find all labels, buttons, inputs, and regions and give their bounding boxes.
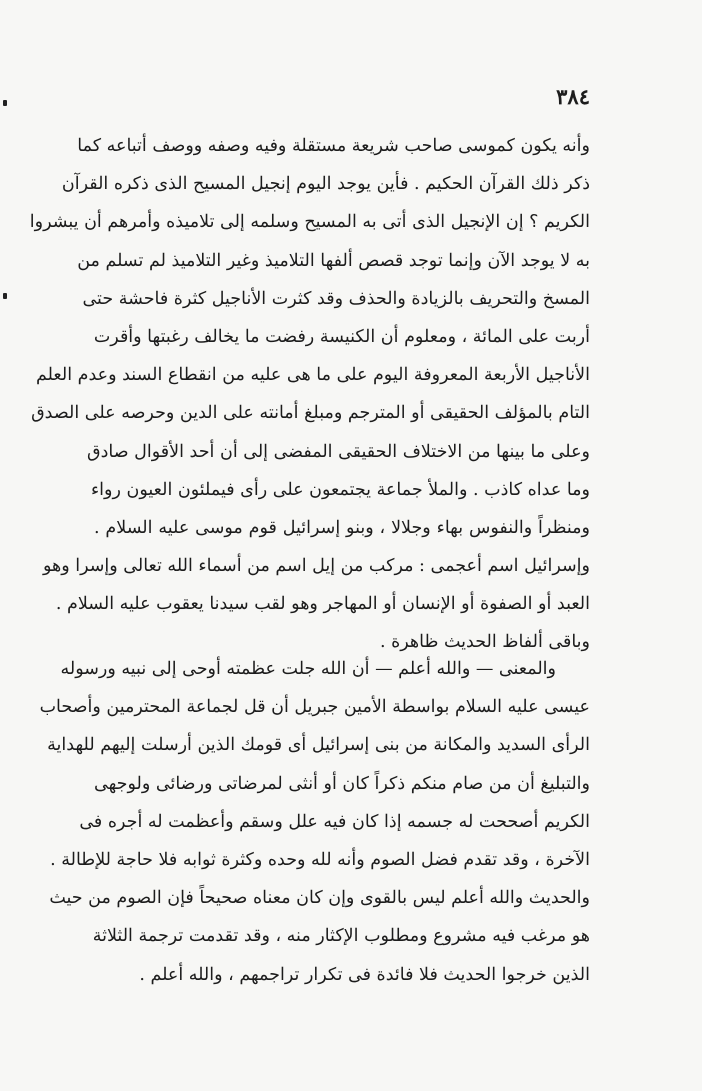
- text-line: والتبليغ أن من صام منكم ذكراً كان أو أنثى لمرضاتى ورضائى ولوجهى: [94, 773, 590, 794]
- margin-mark: [3, 100, 7, 106]
- text-line: عيسى عليه السلام بواسطة الأمين جبريل أن قل لجماعة المحترمين وأصحاب: [39, 697, 590, 718]
- margin-mark: [3, 293, 7, 299]
- paragraph-meaning: [39, 650, 590, 994]
- text-line: الذين خرجوا الحديث فلا فائدة فى تكرار تراجمهم ، والله أعلم .: [139, 964, 590, 985]
- page-number: ٣٨٤: [556, 84, 590, 109]
- text-line: الآخرة ، وقد تقدم فضل الصوم وأنه لله وحده وكثرة ثوابه فلا حاجة للإطالة .: [50, 849, 590, 870]
- text-line: وعلى ما بينها من الاختلاف الحقيقى المفضى إلى أن أحد الأقوال صادق: [87, 441, 590, 462]
- text-line: وباقى ألفاظ الحديث ظاهرة .: [379, 632, 590, 653]
- text-line: الرأى السديد والمكانة من بنى إسرائيل أى قومك الذين أرسلت إليهم للهداية: [47, 735, 590, 756]
- text-line: العبد أو الصفوة أو الإنسان أو المهاجر وهو لقب سيدنا يعقوب عليه السلام .: [55, 594, 590, 615]
- text-line: الكريم أصححت له جسمه إذا كان فيه علل وسقم وأعظمت له أجره فى: [79, 811, 590, 832]
- text-line: وما عداه كاذب . والملأ جماعة يجتمعون على رأى فيملئون العيون رواء: [90, 479, 590, 500]
- text-line: والمعنى — والله أعلم — أن الله جلت عظمته أوحى إلى نبيه ورسوله: [60, 659, 556, 679]
- text-line: التام بالمؤلف الحقيقى أو المترجم ومبلغ أمانته على الدين وحرصه على الصدق: [31, 403, 590, 424]
- text-line: والحديث والله أعلم ليس بالقوى وإن كان معناه صحيحاً فإن الصوم من حيث: [49, 888, 590, 909]
- text-line: وأنه يكون كموسى صاحب شريعة مستقلة وفيه وصفه ووصف أتباعه كما: [77, 136, 590, 156]
- text-line: هو مرغب فيه مشروع ومطلوب الإكثار منه ، وقد تقدمت ترجمة الثلاثة: [92, 926, 590, 947]
- text-line: الأناجيل الأربعة المعروفة اليوم على ما هى عليه من انقطاع السند وعدم العلم: [35, 365, 590, 386]
- text-line: الكريم ؟ إن الإنجيل الذى أتى به المسيح وسلمه إلى تلاميذه وأمرهم أن يبشروا: [29, 212, 590, 233]
- text-line: المسخ والتحريف بالزيادة والحذف وقد كثرت الأناجيل كثرة فاحشة حتى: [82, 288, 590, 309]
- text-line: به لا يوجد الآن وإنما توجد قصص ألفها التلاميذ وغير التلاميذ لم تسلم من: [77, 250, 590, 271]
- text-line: ذكر ذلك القرآن الحكيم . فأين يوجد اليوم إنجيل المسيح الذى ذكره القرآن: [61, 174, 590, 195]
- text-line: أربت على المائة ، ومعلوم أن الكنيسة رفضت ما يخالف رغبتها وأقرت: [93, 326, 590, 347]
- text-line: ومنظراً والنفوس بهاء وجلالا ، وبنو إسرائيل قوم موسى عليه السلام .: [94, 517, 590, 538]
- text-line: وإسرائيل اسم أعجمى : مركب من إيل اسم من أسماء الله تعالى وإسرا وهو: [42, 556, 590, 577]
- paragraph-commentary: [29, 127, 590, 662]
